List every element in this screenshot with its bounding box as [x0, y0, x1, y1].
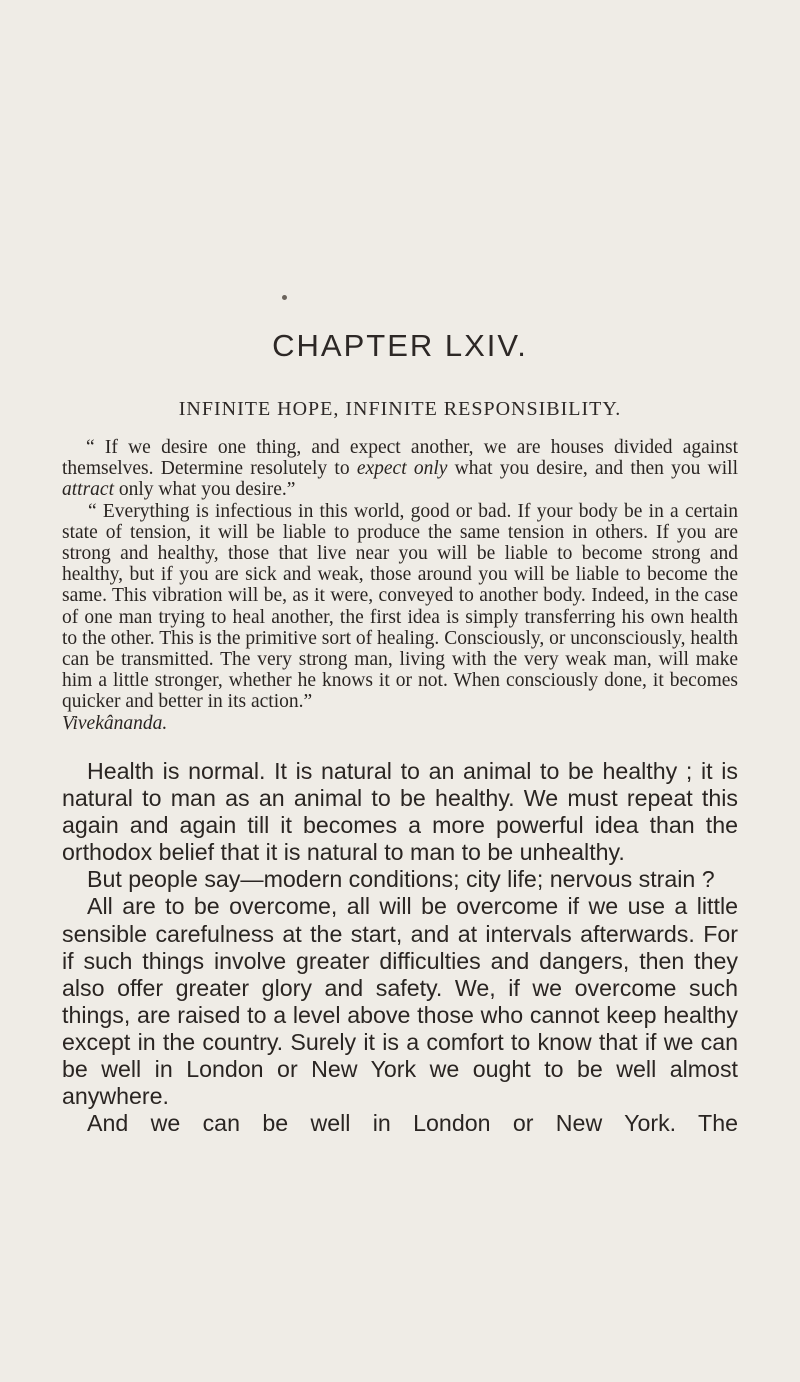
body-paragraph-2: But people say—modern conditions; city life; nervous strain ?	[87, 866, 715, 893]
epigraph-quote	[62, 437, 738, 734]
quote-emphasis: expect only	[356, 458, 448, 480]
quote-paragraph-2: “ Everything is infectious in this world, good or bad. If your body be in a certain state of tension, it will be liable to produce the same tension in others. If you are strong and healthy, those that live near you will be liable to become strong and healthy, but if you are sick and weak, those around you will be liable to become the same. This vibration will be, as it were, conveyed to another body. Indeed, in the case of one man trying to heal another, the first idea is simply transferring his own health to the other. This is the primitive sort of healing. Consciously, or unconsciously, health can be transmitted. The very strong man, living with the very weak man, will make him a little stronger, whether he knows it or not. When consciously done, it becomes quicker and better in its action.”	[62, 500, 738, 713]
body-paragraph-1: Health is normal. It is natural to an animal to be healthy ; it is natural to man as an animal to be healthy. We must repeat this again and again till it becomes a more powerful idea than the orthodox belief that it is natural to man to be unhealthy.	[62, 758, 738, 866]
chapter-title: INFINITE HOPE, INFINITE RESPONSIBILITY.	[178, 398, 622, 420]
quote-text: “ If we desire one thing, and expect another, we are houses divided against themselves. Determine resolutely to	[62, 437, 738, 480]
body-paragraph-4: And we can be well in London or New York. The	[87, 1110, 738, 1137]
body-paragraph-3: All are to be overcome, all will be overcome if we use a little sensible carefulness at the start, and at intervals afterwards. For if such things involve greater difficulties and dangers, then they also offer greater glory and safety. We, if we overcome such things, are raised to a level above those who cannot keep healthy except in the country. Surely it is a comfort to know that if we can be well in London or New York we ought to be well almost anywhere.	[62, 893, 738, 1110]
quote-text: only what you desire.”	[114, 479, 296, 501]
quote-paragraph-1	[62, 437, 738, 501]
quote-emphasis: attract	[62, 479, 114, 501]
quote-text: what you desire, and then you will	[447, 458, 738, 480]
chapter-heading: CHAPTER LXIV.	[272, 328, 528, 363]
chapter-body	[62, 758, 738, 1137]
quote-attribution: Vivekânanda.	[62, 712, 168, 734]
ink-dot	[282, 295, 287, 300]
